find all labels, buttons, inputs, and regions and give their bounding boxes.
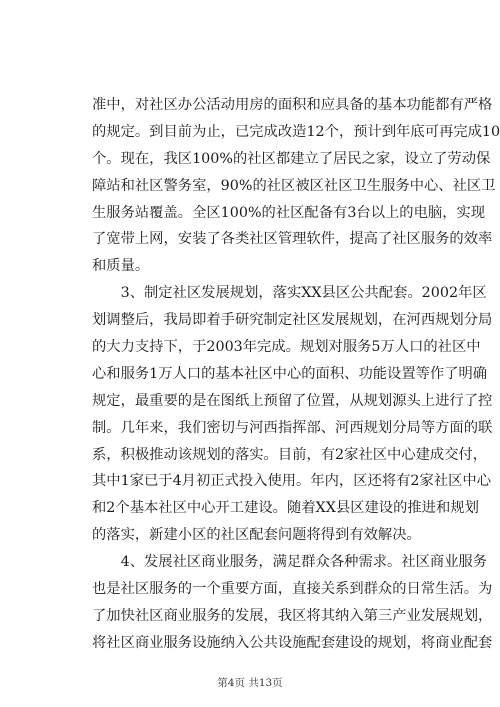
text-line: 规定，最重要的是在图纸上预留了位置，从规划源头上进行了控 — [92, 392, 493, 409]
text-line: 准中，对社区办公活动用房的面积和应具备的基本功能都有严格 — [92, 97, 493, 113]
text-line: 3、制定社区发展规划，落实XX县区公共配套。2002年区 — [92, 285, 487, 302]
page-number-footer: 第4页 共13页 — [217, 677, 283, 689]
text-line: 了宽带上网，安装了各类社区管理软件，提高了社区服务的效率 — [92, 231, 493, 248]
text-line: 系，积极推动该规划的落实。目前，有2家社区中心建成交付， — [92, 446, 488, 463]
text-line: 也是社区服务的一个重要方面，直接关系到群众的日常生活。为 — [92, 581, 493, 598]
text-line: 制。几年来，我们密切与河西指挥部、河西规划分局等方面的联 — [92, 419, 493, 436]
text-line: 的规定。到目前为止，已完成改造12个，预计到年底可再完成10 — [92, 123, 500, 140]
text-line: 4、发展社区商业服务，满足群众各种需求。社区商业服务 — [92, 554, 488, 571]
text-line: 生服务站覆盖。全区100%的社区配备有3台以上的电脑，实现 — [92, 204, 486, 221]
text-line: 的落实，新建小区的社区配套问题将得到有效解决。 — [92, 527, 421, 544]
text-line: 划调整后，我局即着手研究制定社区发展规划，在河西规划分局 — [92, 312, 493, 329]
text-line: 其中1家已于4月初正式投入使用。年内，区还将有2家社区中心 — [92, 473, 492, 490]
text-line: 心和服务1万人口的基本社区中心的面积、功能设置等作了明确 — [92, 365, 488, 382]
text-line: 和质量。 — [92, 258, 150, 275]
body-text — [92, 92, 500, 657]
text-line: 将社区商业服务设施纳入公共设施配套建设的规划，将商业配套 — [92, 634, 493, 651]
text-line: 和2个基本社区中心开工建设。随着XX县区建设的推进和规划 — [92, 500, 479, 517]
text-line: 个。现在，我区100%的社区都建立了居民之家，设立了劳动保 — [92, 150, 491, 167]
text-line: 了加快社区商业服务的发展，我区将其纳入第三产业发展规划， — [92, 607, 493, 624]
text-line: 的大力支持下，于2003年完成。规划对服务5万人口的社区中 — [92, 339, 481, 356]
text-line: 障站和社区警务室，90%的社区被区社区卫生服务中心、社区卫 — [92, 177, 496, 194]
